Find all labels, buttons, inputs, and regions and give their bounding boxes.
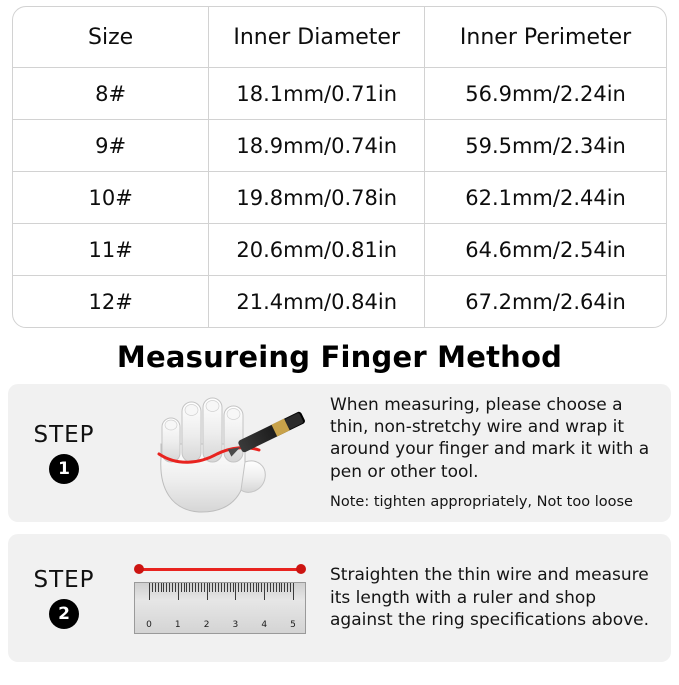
step-1-block	[8, 384, 671, 522]
ruler-tick-minor	[172, 583, 173, 592]
ruler-tick-minor	[224, 583, 225, 592]
ruler-tick-major	[178, 583, 179, 600]
ruler-tick-minor	[287, 583, 288, 592]
cell-inner-perimeter: 56.9mm/2.24in	[425, 68, 666, 120]
ruler-tick-minor	[284, 583, 285, 592]
wire-end-right	[296, 564, 306, 574]
ruler-tick-minor	[247, 583, 248, 592]
cell-size: 10#	[13, 172, 209, 224]
hand-illustration	[120, 384, 320, 522]
table-row	[13, 68, 666, 120]
cell-size: 11#	[13, 224, 209, 276]
step-2-block	[8, 534, 671, 662]
ruler-tick-major	[149, 583, 150, 600]
header-inner-diameter: Inner Diameter	[209, 7, 425, 68]
wire-line	[140, 568, 300, 571]
ring-size-guide-page	[0, 6, 679, 685]
ruler-tick-major	[264, 583, 265, 600]
table-row	[13, 172, 666, 224]
ruler-tick-minor	[181, 583, 182, 592]
ruler-tick-minor	[189, 583, 190, 592]
ruler-tick-minor	[175, 583, 176, 592]
ruler-number: 2	[203, 619, 210, 630]
ruler-tick-minor	[158, 583, 159, 592]
step-1-description: When measuring, please choose a thin, non-stretchy wire and wrap it around your finger and mark it with a pen or other tool.	[330, 394, 650, 482]
ruler-tick-minor	[250, 583, 251, 592]
ruler-number: 1	[174, 619, 181, 630]
ruler-tick-minor	[233, 583, 234, 592]
cell-inner-diameter: 19.8mm/0.78in	[209, 172, 425, 224]
ruler-tick-minor	[184, 583, 185, 592]
ruler-tick-minor	[209, 583, 210, 592]
ruler-tick-minor	[218, 583, 219, 592]
ruler-tick-minor	[221, 583, 222, 592]
hand-with-wire-icon	[125, 392, 315, 514]
ruler-tick-minor	[253, 583, 254, 592]
ruler-tick-minor	[261, 583, 262, 592]
step-2-word: STEP	[33, 567, 95, 593]
cell-size: 9#	[13, 120, 209, 172]
ruler-tick-minor	[195, 583, 196, 592]
cell-inner-perimeter: 67.2mm/2.64in	[465, 289, 626, 314]
cell-inner-diameter: 18.1mm/0.71in	[209, 68, 425, 120]
table-header-row	[13, 7, 666, 68]
ruler-tick-minor	[276, 583, 277, 592]
ruler-tick-minor	[281, 583, 282, 592]
ruler-tick-minor	[256, 583, 257, 592]
ruler-figure	[127, 563, 313, 634]
ruler-tick-minor	[204, 583, 205, 592]
ruler-tick-minor	[227, 583, 228, 592]
ruler-tick-minor	[241, 583, 242, 592]
wire-end-left	[134, 564, 144, 574]
table-row	[13, 120, 666, 172]
ruler-number: 4	[261, 619, 268, 630]
ruler	[134, 582, 306, 634]
step-2-text-container	[320, 534, 671, 662]
ruler-tick-minor	[279, 583, 280, 592]
step-1-word: STEP	[33, 422, 95, 448]
ruler-tick-minor	[166, 583, 167, 592]
ruler-tick-minor	[273, 583, 274, 592]
ruler-tick-minor	[201, 583, 202, 592]
cell-size: 8#	[13, 68, 209, 120]
cell-inner-perimeter: 59.5mm/2.34in	[425, 120, 666, 172]
ruler-number: 0	[146, 619, 152, 630]
ruler-tick-minor	[270, 583, 271, 592]
ruler-tick-minor	[230, 583, 231, 592]
cell-inner-perimeter: 64.6mm/2.54in	[425, 224, 666, 276]
ruler-tick-minor	[258, 583, 259, 592]
ruler-tick-minor	[152, 583, 153, 592]
ruler-tick-minor	[244, 583, 245, 592]
ruler-illustration	[120, 534, 320, 662]
ruler-tick-minor	[155, 583, 156, 592]
cell-inner-perimeter: 62.1mm/2.44in	[425, 172, 666, 224]
cell-size: 12#	[13, 276, 209, 328]
ruler-tick-minor	[212, 583, 213, 592]
ruler-tick-minor	[198, 583, 199, 592]
step-2-description: Straighten the thin wire and measure its length with a ruler and shop against the ring specifications above.	[330, 565, 650, 631]
step-1-number-badge: 1	[49, 454, 79, 484]
ruler-tick-minor	[169, 583, 170, 592]
step-1-note: Note: tighten appropriately, Not too loose	[330, 494, 633, 511]
ruler-tick-minor	[238, 583, 239, 592]
header-inner-perimeter: Inner Perimeter	[425, 7, 666, 68]
step-1-label	[8, 384, 120, 522]
step-2-number-badge: 2	[49, 599, 79, 629]
size-table	[13, 7, 666, 327]
header-size: Size	[13, 7, 209, 68]
cell-inner-diameter: 20.6mm/0.81in	[209, 224, 425, 276]
table-row	[13, 276, 666, 328]
table-row	[13, 224, 666, 276]
ruler-number: 3	[232, 619, 239, 630]
ruler-tick-major	[235, 583, 236, 600]
step-2-label	[8, 534, 120, 662]
ruler-tick-minor	[192, 583, 193, 592]
ruler-tick-minor	[163, 583, 164, 592]
cell-inner-diameter: 21.4mm/0.84in	[209, 276, 425, 328]
page-title: Measureing Finger Method	[116, 340, 563, 374]
ruler-tick-major	[207, 583, 208, 600]
ruler-tick-minor	[267, 583, 268, 592]
ruler-tick-minor	[161, 583, 162, 592]
ruler-tick-minor	[290, 583, 291, 592]
step-1-text-container	[320, 384, 671, 522]
ruler-tick-minor	[186, 583, 187, 592]
ruler-tick-minor	[215, 583, 216, 592]
ruler-tick-major	[293, 583, 294, 600]
size-table-container	[12, 6, 667, 328]
cell-inner-diameter: 18.9mm/0.74in	[209, 120, 425, 172]
ruler-number: 5	[290, 619, 296, 630]
straight-wire	[134, 563, 306, 575]
